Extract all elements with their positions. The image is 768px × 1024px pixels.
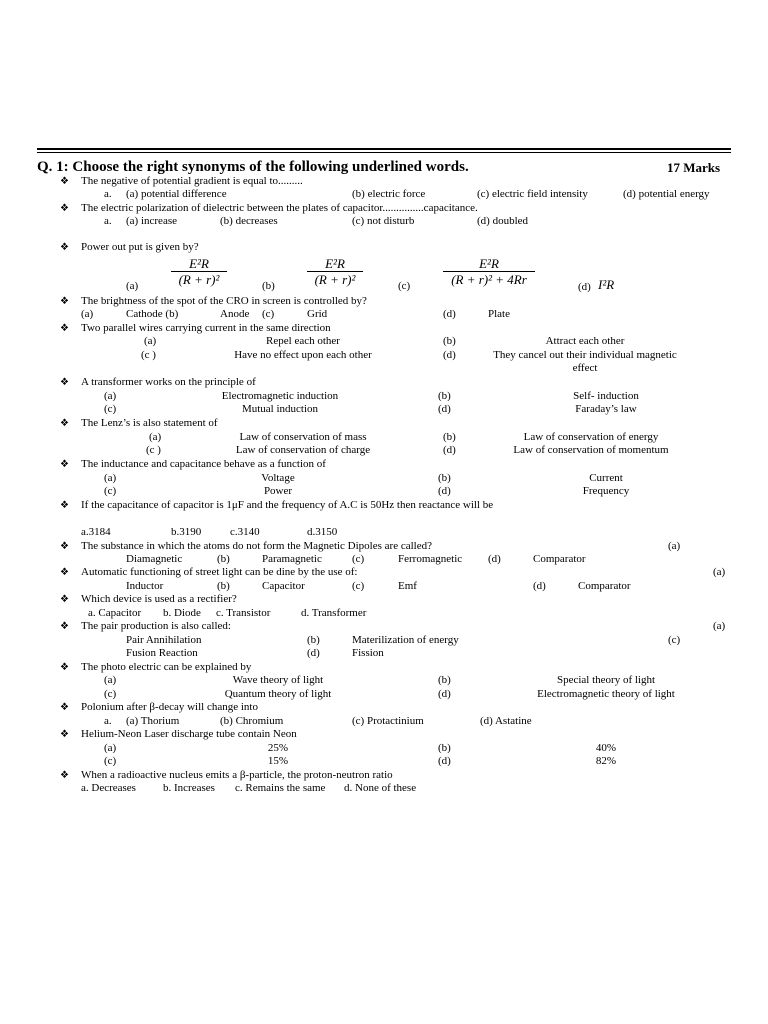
option-label-a: (a)	[126, 280, 139, 292]
option-c: Quantum theory of light	[224, 688, 332, 700]
option-label-a: (a)	[713, 620, 726, 632]
option-b: b. Increases	[163, 782, 215, 794]
formula-d: I²R	[598, 277, 615, 292]
option-d: Fission	[352, 647, 384, 659]
option-a: a. Capacitor	[88, 607, 142, 619]
option-b: b.3190	[171, 526, 202, 538]
formula-b-denominator: (R + r)²	[314, 272, 356, 287]
option-prefix: a.	[104, 188, 112, 200]
option-label-b: (b)	[438, 390, 451, 402]
bullet-icon: ❖	[60, 459, 69, 470]
option-a: Cathode (b)	[126, 308, 179, 320]
option-label-d: (d)	[438, 688, 451, 700]
bullet-icon: ❖	[60, 418, 69, 429]
option-d: They cancel out their individual magnetic	[493, 349, 677, 361]
option-label-b: (b)	[262, 280, 275, 292]
section-title: Q. 1: Choose the right synonyms of the following underlined words.	[37, 159, 469, 175]
option-c: Power	[263, 485, 293, 497]
option-b: (b) Chromium	[220, 715, 284, 727]
option-label-b: (b)	[443, 431, 456, 443]
option-d: Faraday’s law	[575, 403, 637, 415]
bullet-icon: ❖	[60, 203, 69, 214]
section-marks: 17 Marks	[667, 160, 721, 175]
option-c: Fusion Reaction	[126, 647, 198, 659]
option-a: (a) increase	[126, 215, 177, 227]
question-stem: The Lenz’s is also statement of	[81, 417, 218, 429]
option-label-c: (c)	[352, 580, 365, 592]
option-label-b: (b)	[217, 580, 230, 592]
option-label-c: (c)	[398, 280, 411, 292]
option-c: Have no effect upon each other	[234, 349, 372, 361]
option-label-c: (c )	[146, 444, 161, 456]
bullet-icon: ❖	[60, 176, 69, 187]
option-d: (d) doubled	[477, 215, 529, 227]
bullet-icon: ❖	[60, 541, 69, 552]
option-label-d: (d)	[443, 349, 456, 361]
option-a: (a) potential difference	[126, 188, 227, 200]
bullet-icon: ❖	[60, 377, 69, 388]
option-label-b: (b)	[438, 674, 451, 686]
bullet-icon: ❖	[60, 242, 69, 253]
top-rule-thin	[37, 152, 731, 153]
option-label-d: (d)	[438, 755, 451, 767]
option-label-a: (a)	[104, 674, 117, 686]
option-d: Frequency	[582, 485, 630, 497]
formula-c-numerator: E²R	[479, 256, 499, 271]
bullet-icon: ❖	[60, 323, 69, 334]
option-label-b: (b)	[443, 335, 456, 347]
option-label-b: (b)	[217, 553, 230, 565]
option-c: c.3140	[230, 526, 260, 538]
option-b: Law of conservation of energy	[523, 431, 659, 443]
question-stem: The pair production is also called:	[81, 620, 231, 632]
option-c: (c) Protactinium	[352, 715, 424, 727]
option-d: Comparator	[578, 580, 631, 592]
option-label-c: (c)	[104, 403, 117, 415]
option-label-a: (a)	[144, 335, 157, 347]
option-label-d: (d)	[307, 647, 320, 659]
option-a: a. Decreases	[81, 782, 136, 794]
option-b: Attract each other	[545, 335, 625, 347]
question-stem: Power out put is given by?	[81, 241, 199, 253]
option-a: a.3184	[81, 526, 111, 538]
formula-c	[443, 256, 535, 287]
bullet-icon: ❖	[60, 621, 69, 632]
formula-b	[307, 256, 363, 287]
option-label-a: (a)	[713, 566, 726, 578]
question-stem: Polonium after β-decay will change into	[81, 701, 258, 713]
option-a: Electromagnetic induction	[221, 390, 339, 402]
option-a: Law of conservation of mass	[239, 431, 367, 443]
option-d: (d) potential energy	[623, 188, 710, 200]
option-d: Law of conservation of momentum	[513, 444, 669, 456]
option-c: c. Transistor	[216, 607, 271, 619]
option-label-c: (c)	[262, 308, 275, 320]
option-prefix: a.	[104, 215, 112, 227]
question-stem: Two parallel wires carrying current in the same direction	[81, 322, 331, 334]
option-c: (c) electric field intensity	[477, 188, 588, 200]
option-label-c: (c)	[668, 634, 681, 646]
option-label-d: (d)	[533, 580, 546, 592]
top-rule-thick	[37, 148, 731, 150]
option-label-a: (a)	[104, 472, 117, 484]
option-label-c: (c)	[104, 755, 117, 767]
option-label-d: (d)	[578, 281, 591, 293]
option-d: Comparator	[533, 553, 586, 565]
question-stem: When a radioactive nucleus emits a β-particle, the proton-neutron ratio	[81, 769, 393, 781]
question-stem: The brightness of the spot of the CRO in screen is controlled by?	[81, 295, 367, 307]
bullet-icon: ❖	[60, 770, 69, 781]
option-b: Current	[589, 472, 623, 484]
question-stem: A transformer works on the principle of	[81, 376, 256, 388]
option-label-c: (c)	[352, 553, 365, 565]
option-c: 15%	[267, 755, 289, 767]
option-label-b: (b)	[438, 472, 451, 484]
option-b: Materilization of energy	[352, 634, 459, 646]
option-b: Special theory of light	[556, 674, 656, 686]
bullet-icon: ❖	[60, 702, 69, 713]
formula-a-numerator: E²R	[189, 256, 209, 271]
bullet-icon: ❖	[60, 567, 69, 578]
question-stem: If the capacitance of capacitor is 1μF and the frequency of A.C is 50Hz then reactance will be	[81, 499, 494, 511]
question-stem: Automatic functioning of street light can be dine by the use of:	[81, 566, 358, 578]
option-b: (b) electric force	[352, 188, 426, 200]
option-b: (b) decreases	[220, 215, 278, 227]
option-label-c: (c)	[104, 485, 117, 497]
option-label-d: (d)	[443, 444, 456, 456]
bullet-icon: ❖	[60, 296, 69, 307]
option-d: d.3150	[307, 526, 338, 538]
option-label-b: (b)	[307, 634, 320, 646]
bullet-icon: ❖	[60, 594, 69, 605]
option-a: Pair Annihilation	[126, 634, 202, 646]
option-label-a: (a)	[668, 540, 681, 552]
option-c: (c) not disturb	[352, 215, 415, 227]
option-d-continued: effect	[572, 362, 598, 374]
option-label-a: (a)	[104, 390, 117, 402]
option-d: d. None of these	[344, 782, 417, 794]
option-d: Electromagnetic theory of light	[537, 688, 675, 700]
option-label-c: (c )	[141, 349, 156, 361]
option-b: Self- induction	[573, 390, 639, 402]
question-stem: Which device is used as a rectifier?	[81, 593, 237, 605]
option-label-c: (c)	[104, 688, 117, 700]
bullet-icon: ❖	[60, 662, 69, 673]
option-b: b. Diode	[163, 607, 201, 619]
question-stem: The inductance and capacitance behave as a function of	[81, 458, 326, 470]
option-b: 40%	[595, 742, 617, 754]
option-a: Diamagnetic	[126, 553, 183, 565]
option-a: (a) Thorium	[126, 715, 180, 727]
question-stem: Helium-Neon Laser discharge tube contain Neon	[81, 728, 297, 740]
bullet-icon: ❖	[60, 729, 69, 740]
option-b: Anode	[220, 308, 250, 320]
formula-a-denominator: (R + r)²	[178, 272, 220, 287]
question-stem: The photo electric can be explained by	[81, 661, 252, 673]
option-c: Mutual induction	[241, 403, 319, 415]
option-c: Emf	[398, 580, 417, 592]
option-prefix: a.	[104, 715, 112, 727]
option-label-d: (d)	[438, 403, 451, 415]
option-label-d: (d)	[443, 308, 456, 320]
question-stem: The substance in which the atoms do not form the Magnetic Dipoles are called?	[81, 540, 432, 552]
option-a: Repel each other	[266, 335, 340, 347]
formula-a	[171, 256, 227, 287]
question-stem: The electric polarization of dielectric between the plates of capacitor...............capacitance.	[81, 202, 478, 214]
option-a: Wave theory of light	[232, 674, 324, 686]
option-b: Capacitor	[262, 580, 305, 592]
option-d: d. Transformer	[301, 607, 367, 619]
option-label-d: (d)	[438, 485, 451, 497]
option-label-a: (a)	[149, 431, 162, 443]
option-b: Paramagnetic	[262, 553, 322, 565]
option-d: (d) Astatine	[480, 715, 532, 727]
option-label-a: (a)	[81, 308, 94, 320]
option-c: Ferromagnetic	[398, 553, 463, 565]
option-a: Voltage	[261, 472, 295, 484]
formula-c-denominator: (R + r)² + 4Rr	[451, 272, 527, 287]
question-stem: The negative of potential gradient is equal to.........	[81, 175, 303, 187]
option-c: c. Remains the same	[235, 782, 326, 794]
option-d: 82%	[595, 755, 617, 767]
option-c: Grid	[307, 308, 328, 320]
option-label-d: (d)	[488, 553, 501, 565]
option-a: 25%	[267, 742, 289, 754]
option-d: Plate	[488, 308, 510, 320]
option-label-b: (b)	[438, 742, 451, 754]
bullet-icon: ❖	[60, 500, 69, 511]
option-c: Law of conservation of charge	[235, 444, 371, 456]
option-label-a: (a)	[104, 742, 117, 754]
option-a: Inductor	[126, 580, 164, 592]
formula-b-numerator: E²R	[325, 256, 345, 271]
